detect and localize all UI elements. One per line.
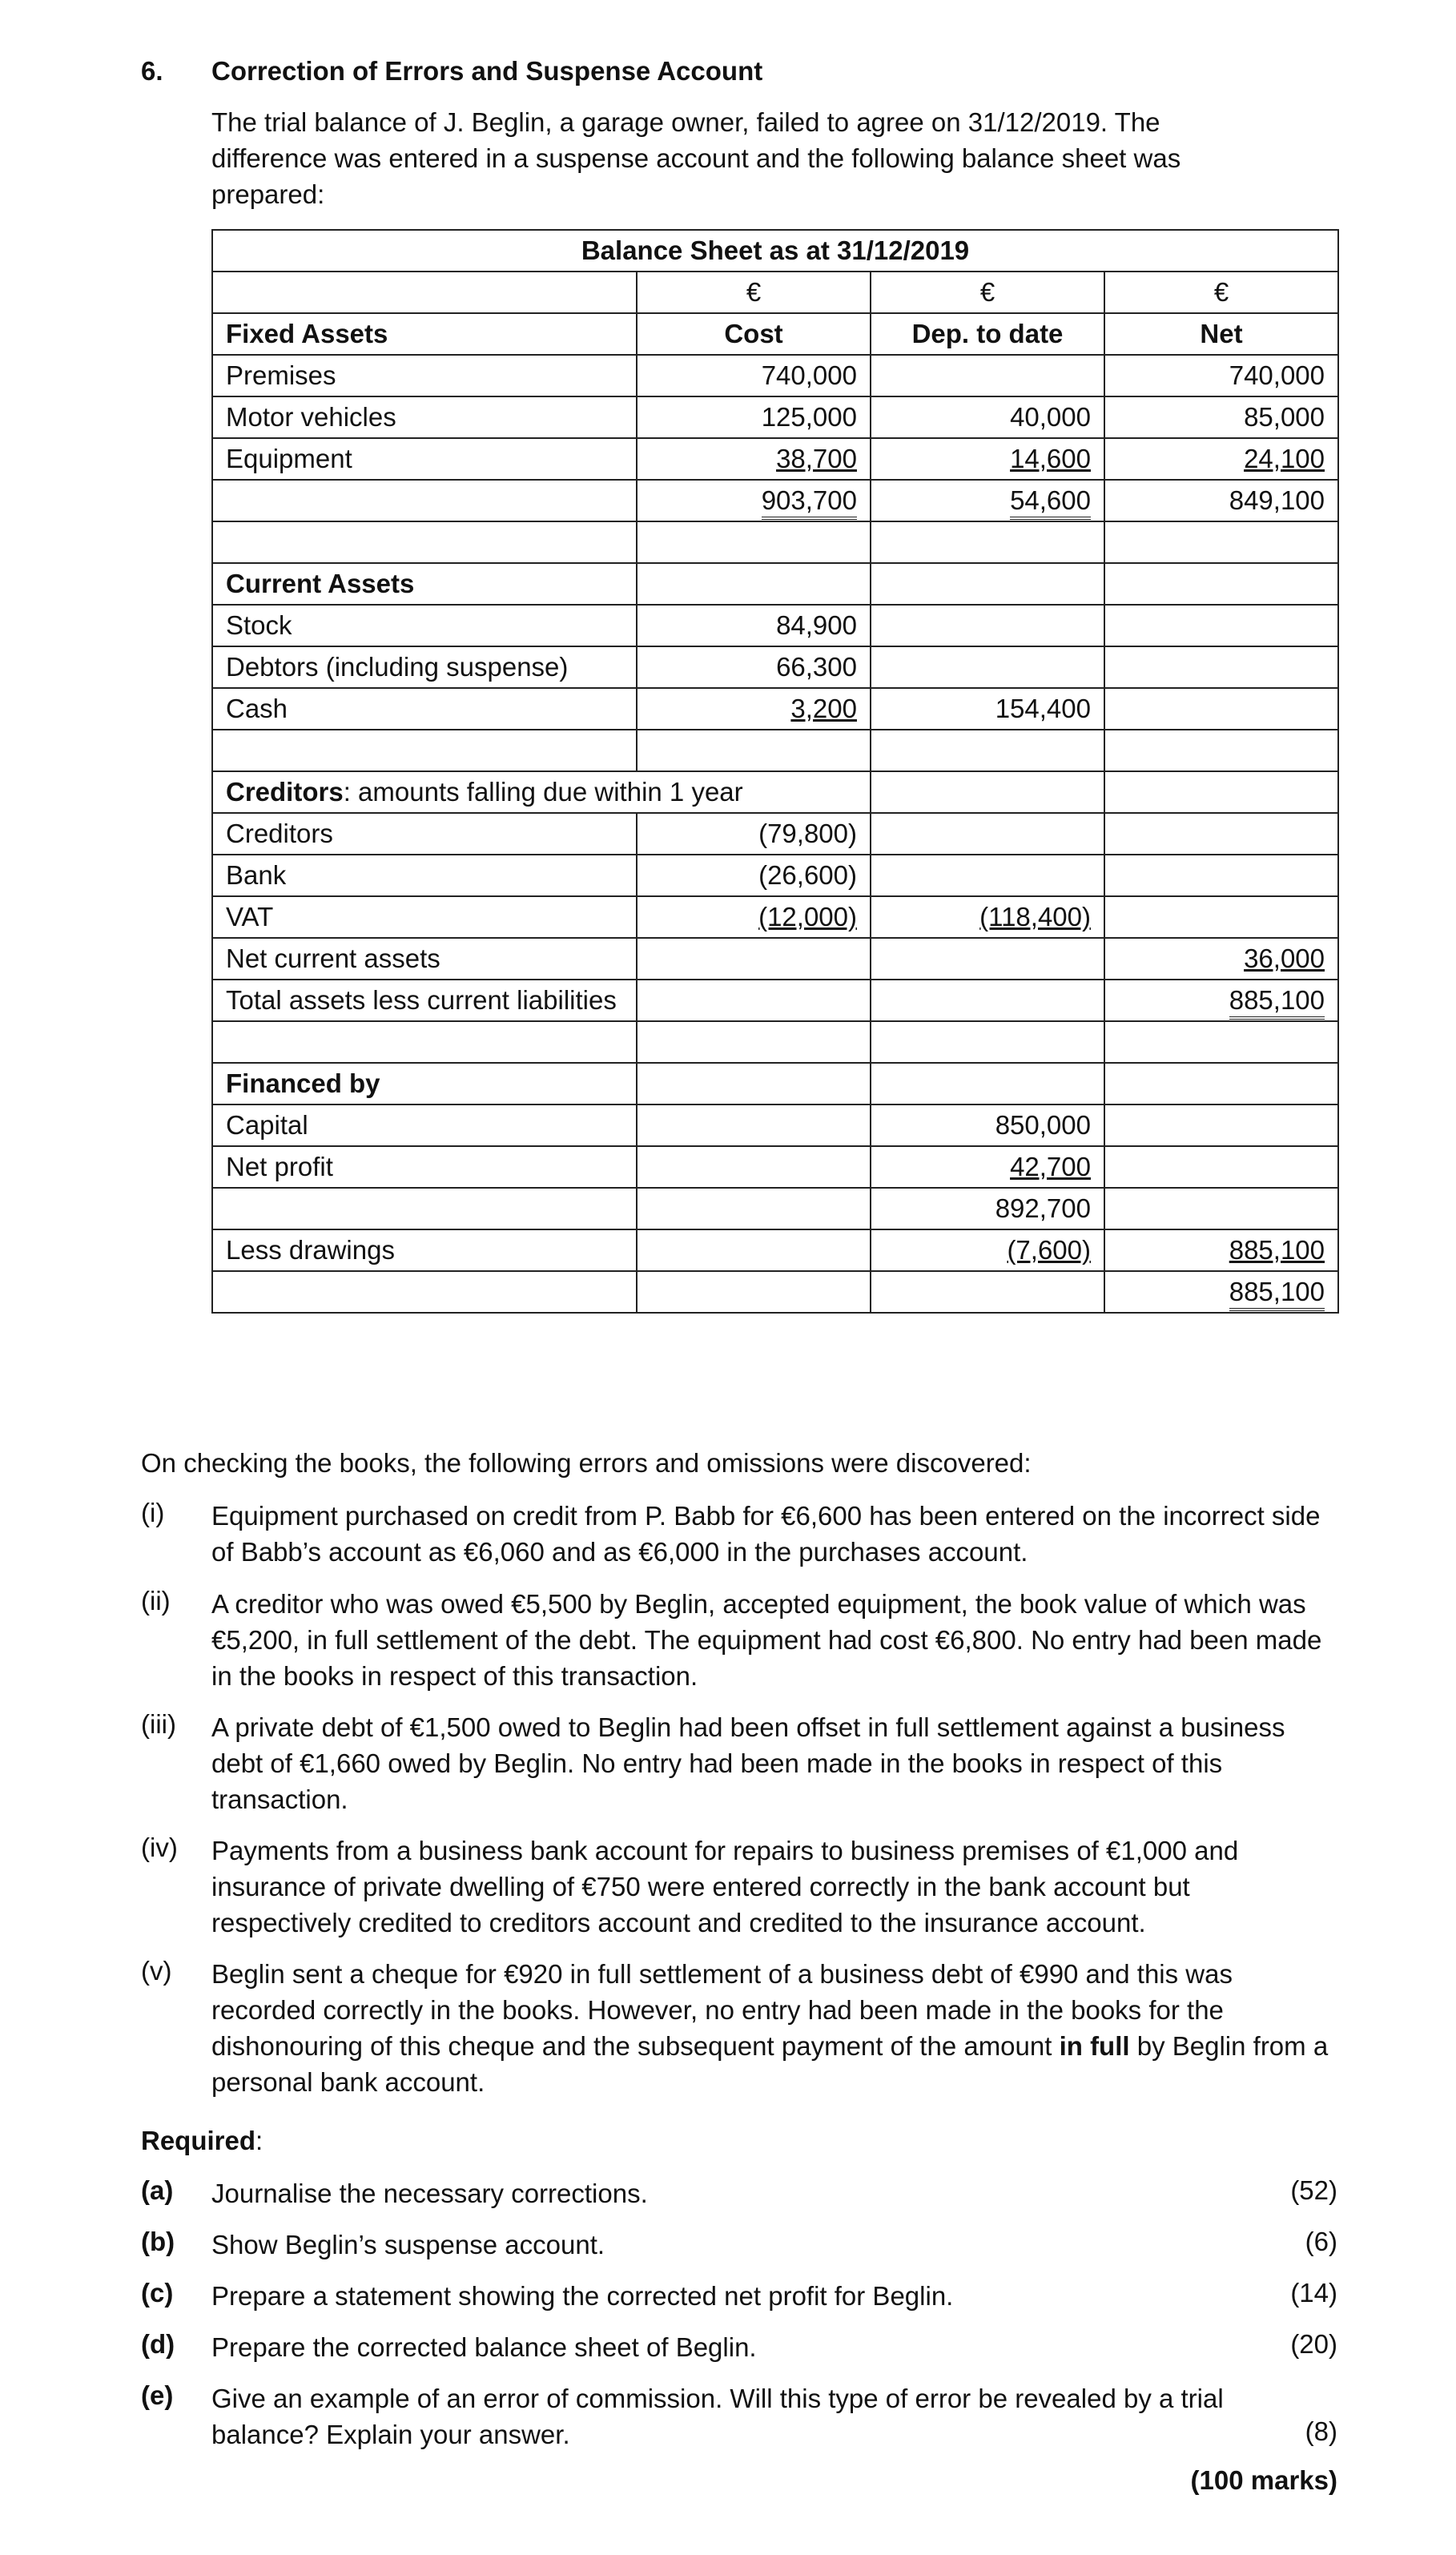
table-row — [212, 1021, 1338, 1063]
requirement-text: Show Beglin’s suspense account. — [211, 2230, 605, 2259]
table-row — [212, 521, 1338, 563]
requirement-text: Give an example of an error of commission. Will this type of error be revealed by a trial balance? Explain your answer. — [211, 2384, 1224, 2449]
error-label: (iii) — [141, 1709, 176, 1739]
net-profit-label: Net profit — [212, 1146, 637, 1188]
cell-net: 85,000 — [1104, 396, 1338, 438]
currency-cost: € — [637, 272, 871, 313]
error-label: (iv) — [141, 1833, 178, 1862]
table-row — [212, 1063, 1338, 1104]
table-row — [212, 1104, 1338, 1146]
cost-header: Cost — [637, 313, 871, 355]
cell-value: 84,900 — [637, 605, 871, 646]
table-row — [212, 1271, 1338, 1313]
requirement-label: (d) — [141, 2329, 175, 2359]
net-profit-value: 42,700 — [1010, 1152, 1091, 1181]
row-label: Premises — [212, 355, 637, 396]
table-row — [212, 896, 1338, 938]
requirement-item — [141, 2227, 1337, 2263]
fixed-assets-heading: Fixed Assets — [212, 313, 637, 355]
capital-subtotal: 892,700 — [871, 1188, 1104, 1229]
requirement-label: (e) — [141, 2380, 174, 2410]
table-row — [212, 688, 1338, 730]
cell-cost: 38,700 — [776, 444, 857, 473]
total-assets-label: Total assets less current liabilities — [212, 980, 637, 1021]
table-row — [212, 1146, 1338, 1188]
table-row — [212, 272, 1338, 313]
drawings-value: (7,600) — [1007, 1235, 1091, 1265]
table-row — [212, 771, 1338, 813]
currency-net: € — [1104, 272, 1338, 313]
total-assets-value: 885,100 — [1229, 984, 1325, 1020]
drawings-label: Less drawings — [212, 1229, 637, 1271]
requirement-text: Journalise the necessary corrections. — [211, 2179, 648, 2208]
requirement-item — [141, 2380, 1337, 2452]
error-text: A private debt of €1,500 owed to Beglin had been offset in full settlement against a business debt of €1,660 owed by Beglin. No entry had been made in the books in respect of this transaction. — [211, 1712, 1285, 1814]
table-row — [212, 480, 1338, 521]
requirement-text: Prepare the corrected balance sheet of Beglin. — [211, 2332, 757, 2362]
balance-sheet-title: Balance Sheet as at 31/12/2019 — [212, 230, 1338, 272]
requirement-label: (c) — [141, 2278, 174, 2308]
row-label: Motor vehicles — [212, 396, 637, 438]
requirement-item — [141, 2175, 1337, 2211]
cell-value: 3,200 — [790, 694, 857, 723]
cell-dep: 40,000 — [871, 396, 1104, 438]
row-label: VAT — [212, 896, 637, 938]
requirement-marks: (20) — [1290, 2329, 1337, 2359]
cell-net: 24,100 — [1244, 444, 1325, 473]
table-row — [212, 1188, 1338, 1229]
table-row — [212, 396, 1338, 438]
requirement-marks: (14) — [1290, 2278, 1337, 2308]
cell-cost: 125,000 — [637, 396, 871, 438]
row-label: Creditors — [212, 813, 637, 855]
table-row — [212, 855, 1338, 896]
requirement-marks: (52) — [1290, 2175, 1337, 2205]
requirement-marks: (8) — [1305, 2416, 1337, 2446]
question-intro: The trial balance of J. Beglin, a garage owner, failed to agree on 31/12/2019. The difference was entered in a suspense account and the following balance sheet was prepared: — [211, 107, 1181, 209]
current-assets-heading: Current Assets — [212, 563, 637, 605]
balance-sheet-table — [211, 229, 1339, 1314]
cell-net: 740,000 — [1104, 355, 1338, 396]
error-text: Payments from a business bank account for repairs to business premises of €1,000 and insurance of private dwelling of €750 were entered correctly in the bank account but respectively credited to creditors account and credited to the insurance account. — [211, 1836, 1239, 1937]
table-row — [212, 813, 1338, 855]
fixed-total-cost: 903,700 — [762, 485, 857, 520]
cell-value: (12,000) — [758, 902, 857, 931]
cell-dep: 14,600 — [1010, 444, 1091, 473]
cell-value: (26,600) — [637, 855, 871, 896]
cell-value: (79,800) — [637, 813, 871, 855]
question-title: Correction of Errors and Suspense Account — [211, 56, 763, 86]
fixed-total-net: 849,100 — [1104, 480, 1338, 521]
error-text: Beglin sent a cheque for €920 in full settlement of a business debt of €990 and this was recorded correctly in the books. However, no entry had been made in the books for the dishonouring of this cheque and the subsequent payment of the amount in full by Beglin from a personal bank account. — [211, 1959, 1329, 2097]
table-row — [212, 230, 1338, 272]
cell-cost: 740,000 — [637, 355, 871, 396]
requirement-item — [141, 2329, 1337, 2365]
drawings-net: 885,100 — [1229, 1235, 1325, 1265]
checking-intro: On checking the books, the following errors and omissions were discovered: — [141, 1448, 1032, 1478]
creditors-total: (118,400) — [979, 902, 1091, 931]
table-row — [212, 980, 1338, 1021]
table-row — [212, 730, 1338, 771]
table-row — [212, 1229, 1338, 1271]
row-label: Equipment — [212, 438, 637, 480]
cell-value: 66,300 — [637, 646, 871, 688]
error-text: Equipment purchased on credit from P. Babb for €6,600 has been entered on the incorrect side of Babb’s account as €6,060 and as €6,000 in the purchases account. — [211, 1501, 1321, 1567]
row-label: Stock — [212, 605, 637, 646]
row-label: Cash — [212, 688, 637, 730]
error-label: (v) — [141, 1956, 172, 1986]
requirement-item — [141, 2278, 1337, 2314]
total-marks: (100 marks) — [1190, 2465, 1337, 2495]
error-label: (ii) — [141, 1586, 171, 1615]
currency-dep: € — [871, 272, 1104, 313]
capital-label: Capital — [212, 1104, 637, 1146]
table-row — [212, 563, 1338, 605]
table-row — [212, 313, 1338, 355]
table-row — [212, 646, 1338, 688]
financed-by-heading: Financed by — [212, 1063, 637, 1104]
table-row — [212, 938, 1338, 980]
net-header: Net — [1104, 313, 1338, 355]
table-row — [212, 355, 1338, 396]
requirement-label: (a) — [141, 2175, 174, 2205]
row-label: Bank — [212, 855, 637, 896]
creditors-heading: Creditors: amounts falling due within 1 year — [212, 771, 871, 813]
net-current-assets-value: 36,000 — [1244, 944, 1325, 973]
requirement-marks: (6) — [1305, 2227, 1337, 2256]
question-number: 6. — [141, 56, 163, 86]
cell-dep — [871, 355, 1104, 396]
error-label: (i) — [141, 1498, 165, 1527]
final-total: 885,100 — [1229, 1276, 1325, 1311]
table-row — [212, 438, 1338, 480]
row-label: Debtors (including suspense) — [212, 646, 637, 688]
current-assets-total: 154,400 — [871, 688, 1104, 730]
fixed-total-dep: 54,600 — [1010, 485, 1091, 520]
requirement-label: (b) — [141, 2227, 175, 2256]
error-text: A creditor who was owed €5,500 by Beglin, accepted equipment, the book value of which was €5,200, in full settlement of the debt. The equipment had cost €6,800. No entry had been made in the books in respect of this transaction. — [211, 1589, 1322, 1691]
dep-header: Dep. to date — [871, 313, 1104, 355]
table-row — [212, 605, 1338, 646]
capital-value: 850,000 — [871, 1104, 1104, 1146]
requirement-text: Prepare a statement showing the corrected net profit for Beglin. — [211, 2281, 954, 2311]
required-heading: Required: — [141, 2126, 263, 2155]
net-current-assets-label: Net current assets — [212, 938, 637, 980]
